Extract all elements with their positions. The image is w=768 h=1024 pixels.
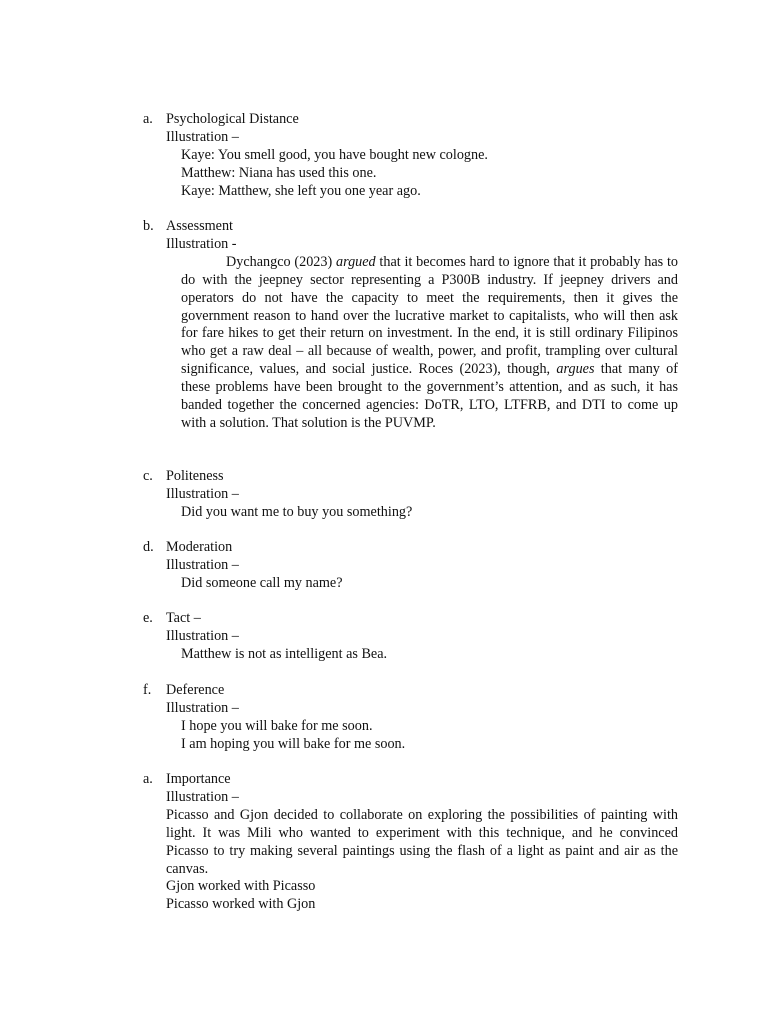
paragraph-text: that it becomes hard to ignore that it probably has to do with the jeepney sector representing a P300B industry. If jeepney drivers and operators do not have the capacity to meet the requirements, then it gives the government reason to hand over the lucrative market to capitalists, who will then ask for fare hikes to get their return on investment. In the end, it is still ordinary Filipinos who get a raw deal – all because of wealth, power, and profit, trampling over cultural significance, values, and social justice. Roces (2023), though, <box>181 253 678 378</box>
example-line: I hope you will bake for me soon. <box>181 717 373 734</box>
section-moderation <box>143 539 683 593</box>
illustration-label: Illustration – <box>166 699 239 716</box>
section-heading: Importance <box>166 771 231 787</box>
example-line: Kaye: Matthew, she left you one year ago. <box>181 182 421 199</box>
illustration-label: Illustration – <box>166 788 239 805</box>
section-psychological-distance <box>143 111 683 200</box>
example-line: Gjon worked with Picasso <box>166 878 316 895</box>
section-politeness <box>143 468 683 522</box>
paragraph-emphasis: argued <box>335 253 376 270</box>
section-letter: a. <box>143 111 153 127</box>
section-heading: Assessment <box>166 218 233 234</box>
paragraph-text: Dychangco (2023) <box>226 253 336 270</box>
section-letter: b. <box>143 218 154 234</box>
example-line: Matthew: Niana has used this one. <box>181 164 377 181</box>
section-heading: Deference <box>166 682 225 698</box>
illustration-label: Illustration – <box>166 128 239 145</box>
importance-paragraph: Picasso and Gjon decided to collaborate on exploring the possibilities of painting with light. It was Mili who wanted to experiment with this technique, and he convinced Picasso to try making several paintings using the flash of a light as paint and air as the canvas. <box>166 806 678 877</box>
illustration-label: Illustration – <box>166 485 239 502</box>
section-letter: a. <box>143 771 153 787</box>
paragraph-emphasis: argues <box>556 361 595 378</box>
example-line: I am hoping you will bake for me soon. <box>181 735 406 752</box>
section-heading: Psychological Distance <box>166 111 299 127</box>
example-line: Did someone call my name? <box>181 574 343 591</box>
section-assessment <box>143 218 683 433</box>
section-letter: d. <box>143 539 154 555</box>
illustration-label: Illustration – <box>166 556 239 573</box>
illustration-label: Illustration – <box>166 627 239 644</box>
section-letter: e. <box>143 610 153 626</box>
section-letter: f. <box>143 682 152 698</box>
section-heading: Moderation <box>166 539 233 555</box>
section-letter: c. <box>143 468 153 484</box>
section-deference <box>143 682 683 754</box>
illustration-label: Illustration - <box>166 235 237 252</box>
assessment-paragraph <box>181 254 678 433</box>
section-importance <box>143 771 683 914</box>
section-heading: Politeness <box>166 468 224 484</box>
example-line: Kaye: You smell good, you have bought new cologne. <box>181 146 488 163</box>
example-line: Did you want me to buy you something? <box>181 503 413 520</box>
paragraph-text: that many of these problems have been brought to the government’s attention, and as such, it has banded together the concerned agencies: DoTR, LTO, LTFRB, and DTI to come up with a solution. That solution is the PUVMP. <box>181 361 678 431</box>
section-tact <box>143 610 683 664</box>
section-heading: Tact – <box>166 610 201 626</box>
example-line: Picasso worked with Gjon <box>166 896 316 913</box>
example-line: Matthew is not as intelligent as Bea. <box>181 645 388 662</box>
